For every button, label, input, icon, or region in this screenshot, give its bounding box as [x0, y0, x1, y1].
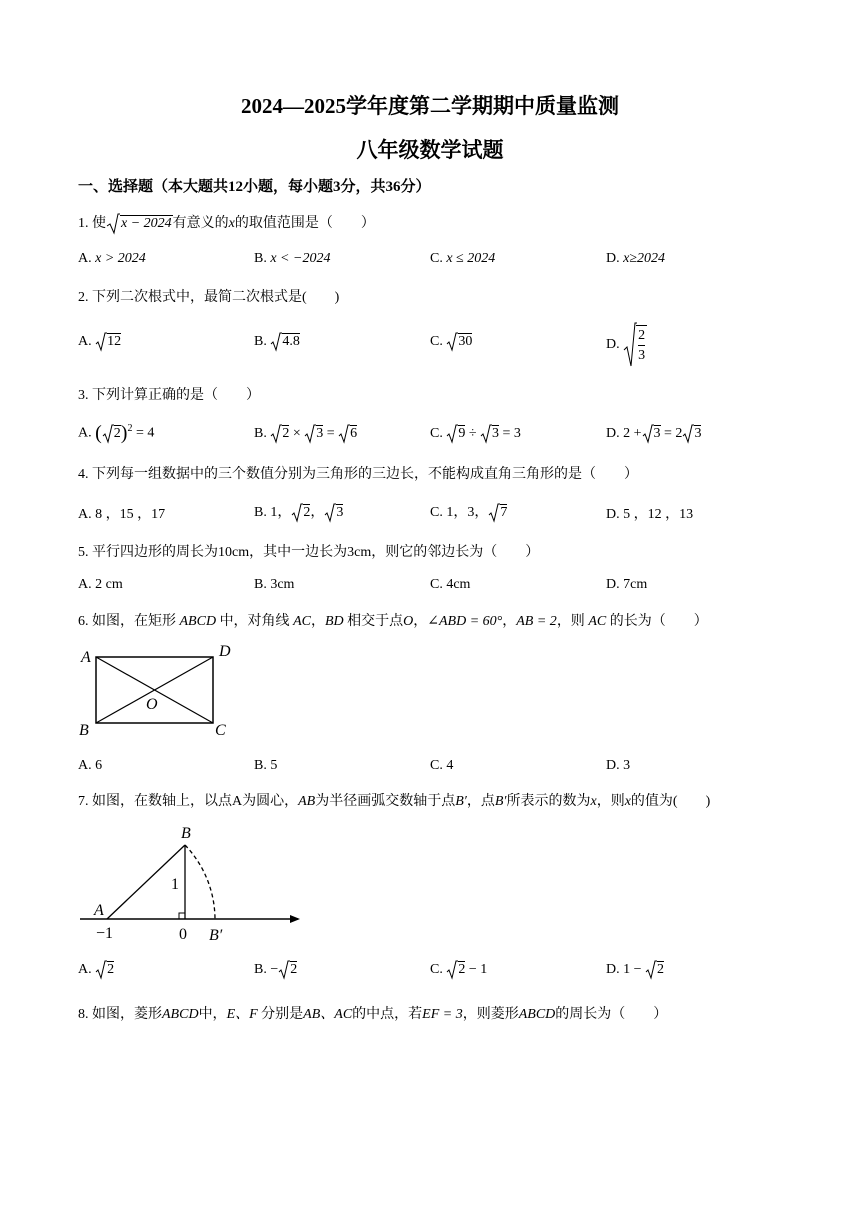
arrow-icon — [290, 915, 300, 923]
label-b: B — [79, 722, 89, 739]
question-6: 6. 如图，在矩形 ABCD 中，对角线 AC，BD 相交于点O，∠ABD = 60°，AB = 2，则 AC 的长为（ ） — [78, 614, 708, 629]
q7-option-c[interactable]: C. 2 − 1 — [430, 962, 488, 978]
q2-option-b[interactable]: B. 4.8 — [254, 334, 300, 350]
sqrt-icon — [106, 213, 120, 235]
q6-option-d[interactable]: D. 3 — [606, 758, 631, 773]
q5-option-d[interactable]: D. 7cm — [606, 577, 648, 592]
q2-option-a[interactable]: A. 12 — [78, 334, 122, 350]
q6-option-b[interactable]: B. 5 — [254, 758, 278, 773]
q6-option-a[interactable]: A. 6 — [78, 758, 103, 773]
q7-option-b[interactable]: B. − 2 — [254, 962, 298, 978]
q4-option-b[interactable]: B. 1， 2， 3 — [254, 505, 344, 520]
q1-option-b[interactable]: B. x < −2024 — [254, 251, 331, 266]
page-title: 2024—2025学年度第二学期期中质量监测 — [241, 94, 619, 118]
q1-tail: 的取值范围是（ ） — [234, 216, 375, 231]
label-a: A — [94, 902, 104, 919]
q1-pre: 使 — [92, 216, 106, 231]
q1-var: x — [228, 216, 235, 231]
q3-option-b[interactable]: B. 2 × 3 = 6 — [254, 426, 358, 442]
q4-option-c[interactable]: C. 1，3， 7 — [430, 505, 508, 520]
q1-option-d[interactable]: D. x≥2024 — [606, 251, 666, 266]
q1-post: 有意义的 — [172, 216, 229, 231]
section-heading: 一、选择题（本大题共12小题，每小题3分，共36分） — [78, 179, 431, 195]
q3-option-a[interactable]: A. ( 2)$^2$ = 4 — [78, 422, 155, 444]
number-line-figure — [76, 818, 306, 946]
label-o: O — [146, 696, 158, 713]
question-2: 2. 下列二次根式中，最简二次根式是( ) — [78, 290, 340, 305]
right-angle-mark — [179, 913, 185, 919]
question-5: 5. 平行四边形的周长为10cm，其中一边长为3cm，则它的邻边长为（ ） — [78, 545, 540, 560]
page-subtitle: 八年级数学试题 — [356, 138, 504, 162]
label-d: D — [219, 643, 231, 660]
arc-dashed — [185, 845, 215, 919]
q4-option-a[interactable]: A. 8 ，15 ，17 — [78, 507, 166, 522]
q7-option-d[interactable]: D. 1 − 2 — [606, 962, 665, 978]
label-one: 1 — [171, 876, 179, 893]
label-minus-one: −1 — [96, 925, 114, 942]
label-zero: 0 — [179, 926, 187, 943]
q5-option-a[interactable]: A. 2 cm — [78, 577, 123, 592]
q3-option-c[interactable]: C. 9 ÷ 3 = 3 — [430, 426, 521, 442]
question-8: 8. 如图，菱形ABCD中，E、F 分别是AB、AC的中点，若EF = 3，则菱形ABCD的周长为（ ） — [78, 1007, 668, 1022]
label-a: A — [81, 649, 91, 666]
q7-option-a[interactable]: A. 2 — [78, 962, 115, 978]
q1-option-c[interactable]: C. x ≤ 2024 — [430, 251, 496, 266]
question-4: 4. 下列每一组数据中的三个数值分别为三角形的三边长，不能构成直角三角形的是（ ） — [78, 467, 638, 482]
q2-option-c[interactable]: C. 30 — [430, 334, 473, 350]
q1-radicand: x − 2024 — [121, 216, 172, 231]
label-b: B — [181, 825, 191, 842]
question-1 — [78, 212, 375, 235]
q6-option-c[interactable]: C. 4 — [430, 758, 454, 773]
q4-option-d[interactable]: D. 5 ，12 ，13 — [606, 507, 694, 522]
q1-option-a[interactable]: A. x > 2024 — [78, 251, 146, 266]
rectangle-figure — [76, 640, 246, 742]
question-number: 1. — [78, 216, 89, 231]
question-7: 7. 如图，在数轴上，以点A为圆心，AB为半径画弧交数轴于点B′，点B′所表示的数为x，则x的值为( ) — [78, 794, 711, 809]
question-3: 3. 下列计算正确的是（ ） — [78, 388, 260, 403]
q3-option-d[interactable]: D. 2 + 3 = 2 3 — [606, 426, 702, 442]
q2-option-d[interactable]: D. $\frac{2}{3}$ — [606, 322, 647, 368]
label-b-prime: B′ — [209, 927, 223, 944]
label-c: C — [215, 722, 226, 739]
q5-option-c[interactable]: C. 4cm — [430, 577, 471, 592]
q5-option-b[interactable]: B. 3cm — [254, 577, 295, 592]
